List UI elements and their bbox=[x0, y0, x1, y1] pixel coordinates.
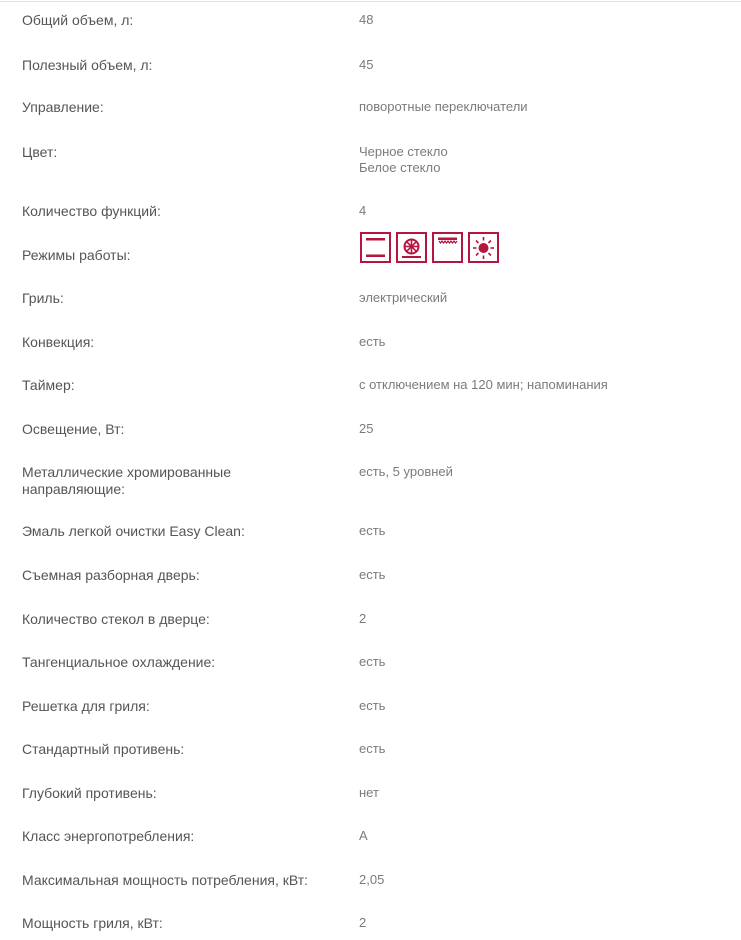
spec-label: Класс энергопотребления: bbox=[22, 828, 195, 844]
spec-value: 2,05 bbox=[359, 872, 385, 887]
spec-label: Количество функций: bbox=[22, 203, 161, 219]
spec-value: есть bbox=[359, 334, 386, 349]
spec-label: Режимы работы: bbox=[22, 247, 131, 263]
spec-value: 2 bbox=[359, 611, 367, 626]
spec-value: 48 bbox=[359, 12, 374, 27]
spec-value: 45 bbox=[359, 57, 374, 72]
spec-label: Освещение, Вт: bbox=[22, 421, 125, 437]
spec-label: Гриль: bbox=[22, 290, 64, 306]
spec-label: Управление: bbox=[22, 99, 104, 115]
spec-value: электрический bbox=[359, 290, 448, 305]
top-divider bbox=[0, 1, 741, 2]
spec-value: с отключением на 120 мин; напоминания bbox=[359, 377, 608, 392]
spec-value: 4 bbox=[359, 203, 367, 218]
spec-label: Полезный объем, л: bbox=[22, 57, 153, 73]
spec-value: нет bbox=[359, 785, 379, 800]
spec-label: Металлические хромированные направляющие: bbox=[22, 464, 232, 497]
spec-value: поворотные переключатели bbox=[359, 99, 528, 114]
spec-value: 25 bbox=[359, 421, 374, 436]
spec-value: 2 bbox=[359, 915, 367, 930]
spec-label: Максимальная мощность потребления, кВт: bbox=[22, 872, 309, 888]
spec-value: A bbox=[359, 828, 368, 843]
lamp-icon bbox=[468, 232, 499, 263]
color-option: Белое стекло bbox=[359, 160, 441, 175]
spec-value: есть bbox=[359, 654, 386, 669]
spec-value-list bbox=[359, 144, 729, 176]
spec-label: Таймер: bbox=[22, 377, 75, 393]
spec-value: есть bbox=[359, 567, 386, 582]
spec-label: Мощность гриля, кВт: bbox=[22, 915, 163, 931]
spec-label: Съемная разборная дверь: bbox=[22, 567, 200, 583]
top-bottom-heat-icon bbox=[360, 232, 391, 263]
spec-label: Стандартный противень: bbox=[22, 741, 185, 757]
spec-label: Количество стекол в дверце: bbox=[22, 611, 210, 627]
spec-label: Решетка для гриля: bbox=[22, 698, 150, 714]
convection-fan-icon bbox=[396, 232, 427, 263]
spec-value: есть, 5 уровней bbox=[359, 464, 453, 479]
color-option: Черное стекло bbox=[359, 144, 448, 159]
spec-label: Цвет: bbox=[22, 144, 58, 160]
spec-value: есть bbox=[359, 741, 386, 756]
spec-value: есть bbox=[359, 698, 386, 713]
spec-label: Конвекция: bbox=[22, 334, 95, 350]
top-grill-icon bbox=[432, 232, 463, 263]
spec-label: Тангенциальное охлаждение: bbox=[22, 654, 216, 670]
mode-icons bbox=[360, 232, 499, 265]
spec-label: Общий объем, л: bbox=[22, 12, 134, 28]
spec-value: есть bbox=[359, 523, 386, 538]
spec-label: Глубокий противень: bbox=[22, 785, 157, 801]
spec-label: Эмаль легкой очистки Easy Clean: bbox=[22, 523, 245, 539]
